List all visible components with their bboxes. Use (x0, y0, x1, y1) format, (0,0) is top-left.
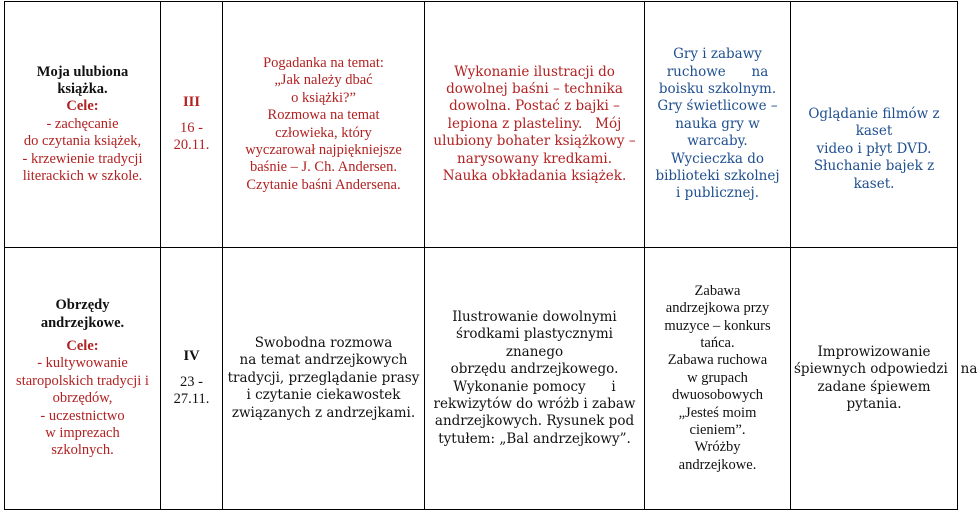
art-line: dowolnej baśni – technika (446, 80, 623, 97)
games-line: i publicznej. (675, 185, 760, 202)
games-line: „Jesteś moim (678, 404, 757, 421)
media-line: zadane śpiewem pytania. (817, 378, 931, 412)
goal-line: szkolnych. (51, 442, 114, 459)
games-line: warcaby. (687, 133, 748, 150)
games-line: nauka gry w (675, 115, 760, 132)
goal-line: do czytania książek, (23, 133, 142, 150)
art-line: środkami plastycznymi znanego (456, 326, 613, 360)
art-cell (425, 248, 645, 510)
goal-line: w imprezach (45, 425, 120, 442)
art-line: Wykonanie ilustracji do (454, 63, 615, 80)
goal-line: - kultywowanie (37, 355, 128, 372)
table-row (5, 2, 958, 248)
games-line: w grupach (687, 369, 748, 386)
art-cell (425, 2, 645, 248)
talk-cell (223, 2, 425, 248)
art-line: ulubiony bohater książkowy – (433, 133, 636, 150)
term-cell (161, 2, 223, 248)
media-line: Improwizowanie (817, 343, 931, 360)
games-line: tańca. (700, 334, 735, 351)
month-numeral: IV (183, 348, 200, 365)
goal-line: literackich w szkole. (22, 168, 143, 185)
talk-line: tradycji, przeglądanie prasy (227, 369, 420, 386)
talk-line: Swobodna rozmowa (254, 334, 393, 351)
games-line: andrzejkowa przy (665, 300, 770, 317)
talk-line: człowieka, który (275, 124, 372, 141)
topic-cell (5, 2, 161, 248)
date-range: 20.11. (173, 137, 210, 154)
talk-line: na temat andrzejkowych (239, 352, 408, 369)
games-cell (645, 2, 791, 248)
goals-label: Cele: (66, 98, 99, 115)
media-line: Słuchanie bajek z kaset. (813, 158, 935, 192)
games-line: cieniem”. (689, 422, 746, 439)
art-line: obrzędu andrzejkowego. (450, 361, 619, 378)
goals-label: Cele: (66, 337, 99, 354)
talk-line: związanych z andrzejkami. (231, 404, 416, 421)
games-line: andrzejkowe. (678, 456, 757, 473)
date-range: 16 - (180, 119, 203, 136)
talk-line: Rozmowa na temat (267, 107, 380, 124)
games-line: Gry i zabawy (673, 46, 762, 63)
topic-title: książka. (57, 80, 108, 97)
games-line: Wróżby (694, 439, 741, 456)
art-line: lepiona z plasteliny. Mój (447, 115, 622, 132)
art-line: rekwizytów do wróżb i zabaw (433, 395, 636, 412)
games-line: Zabawa ruchowa (667, 352, 768, 369)
lesson-plan-table (4, 1, 977, 510)
games-line: muzyce – konkurs (664, 317, 771, 334)
art-line: Wykonanie pomocy i (453, 378, 616, 395)
media-line: video i płyt DVD. (816, 140, 932, 157)
media-cell (791, 2, 958, 248)
topic-title: andrzejkowe. (40, 314, 125, 331)
art-line: Nauka obkładania książek. (442, 168, 627, 185)
goal-line: staropolskich tradycji i (16, 372, 149, 389)
games-line: Gry świetlicowe – (657, 98, 778, 115)
talk-line: Pogadanka na temat: (263, 54, 384, 71)
games-line: biblioteki szkolnej (655, 168, 780, 185)
media-cell (791, 248, 977, 510)
media-line: śpiewnych odpowiedzi na (794, 361, 977, 378)
games-line: Zabawa (694, 282, 741, 299)
games-line: dwuosobowych (671, 387, 764, 404)
media-line: Oglądanie filmów z kaset (808, 106, 940, 140)
date-range: 23 - (180, 373, 203, 390)
topic-title: Moja ulubiona (36, 63, 129, 80)
art-line: Ilustrowanie dowolnymi (452, 308, 617, 325)
games-cell (645, 248, 791, 510)
topic-title: Obrzędy (55, 297, 110, 314)
talk-line: „Jak należy dbać (274, 72, 373, 89)
term-cell (161, 248, 223, 510)
goal-line: - uczestnictwo (40, 407, 125, 424)
talk-line: wyczarował najpiękniejsze (245, 141, 402, 158)
month-numeral: III (183, 94, 200, 111)
talk-cell (223, 248, 425, 510)
goal-line: - krzewienie tradycji (22, 150, 143, 167)
talk-line: o książki?” (291, 89, 356, 106)
goal-line: - zachęcanie (46, 115, 119, 132)
table-row (5, 248, 958, 510)
art-line: andrzejkowych. Rysunek pod (434, 413, 635, 430)
art-line: dowolna. Postać z bajki – (449, 98, 620, 115)
art-line: narysowany kredkami. (457, 150, 612, 167)
goal-line: obrzędów, (52, 390, 113, 407)
talk-line: i czytanie ciekawostek (246, 387, 401, 404)
topic-cell (5, 248, 161, 510)
talk-line: Czytanie baśni Andersena. (246, 176, 401, 193)
games-line: Wycieczka do (670, 150, 765, 167)
date-range: 27.11. (173, 391, 210, 408)
games-line: ruchowe na (666, 63, 769, 80)
spacer (164, 112, 219, 120)
games-line: boisku szkolnym. (658, 80, 777, 97)
spacer (164, 366, 219, 374)
talk-line: baśnie – J. Ch. Andersen. (250, 159, 397, 176)
art-line: tytułem: „Bal andrzejkowy”. (438, 430, 631, 447)
